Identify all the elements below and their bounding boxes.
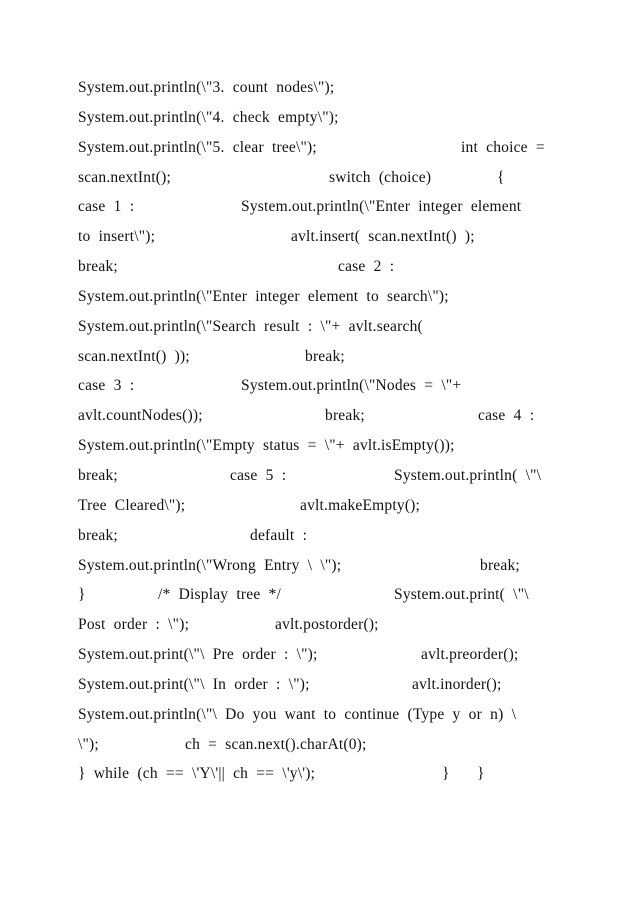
code-text: case 2 : (338, 258, 395, 276)
code-text: break; (78, 466, 118, 484)
code-text: System.out.print(\"\ In order : \"); (78, 675, 310, 693)
code-text: System.out.println(\"Enter integer element to search\"); (78, 287, 449, 305)
code-line (78, 222, 560, 252)
code-line (78, 730, 560, 760)
code-line (78, 521, 560, 551)
code-text: case 4 : (478, 407, 535, 425)
code-line (78, 401, 560, 431)
code-text: case 1 : (78, 198, 135, 216)
code-line (78, 700, 560, 730)
code-text: Post order : \"); (78, 616, 190, 634)
code-line (78, 312, 560, 342)
code-text: case 3 : (78, 377, 135, 395)
code-line (78, 491, 560, 521)
code-text: avlt.inorder(); (412, 675, 502, 693)
code-text: avlt.preorder(); (421, 646, 519, 664)
code-text: avlt.postorder(); (275, 616, 379, 634)
code-text: System.out.println(\"3. count nodes\"); (78, 79, 335, 96)
code-text: } (78, 586, 86, 604)
code-text: case 5 : (230, 466, 287, 484)
code-text: System.out.println(\"Empty status = \"+ avlt.isEmpty()); (78, 437, 455, 455)
code-line (78, 163, 560, 193)
code-text: int choice = (461, 138, 545, 156)
code-text: /* Display tree */ (158, 586, 282, 604)
code-line (78, 461, 560, 491)
code-text: break; (78, 258, 118, 276)
code-text: break; (480, 556, 520, 574)
code-text: System.out.println(\"4. check empty\"); (78, 108, 339, 126)
code-text: System.out.println( \"\ (394, 466, 542, 484)
code-line (78, 431, 560, 461)
code-text: to insert\"); (78, 228, 156, 246)
code-text: ch = scan.next().charAt(0); (185, 735, 367, 753)
code-line (78, 640, 560, 670)
code-text: } (477, 765, 485, 783)
code-text: System.out.print(\"\ Pre order : \"); (78, 646, 318, 664)
code-line (78, 610, 560, 640)
code-line (78, 551, 560, 581)
code-text: } (442, 765, 450, 783)
code-line (78, 73, 560, 103)
code-text: break; (305, 347, 345, 365)
code-text: \"); (78, 735, 99, 753)
code-text: avlt.countNodes()); (78, 407, 203, 425)
code-line (78, 342, 560, 372)
code-line (78, 580, 560, 610)
code-text: System.out.println(\"Search result : \"+ avlt.search( (78, 317, 423, 335)
code-text: System.out.println(\"Nodes = \"+ (241, 377, 462, 395)
code-text: break; (325, 407, 365, 425)
code-text: System.out.println(\"\ Do you want to continue (Type y or n) \ (78, 705, 517, 723)
code-text: break; (78, 526, 118, 544)
code-line (78, 282, 560, 312)
code-listing (78, 73, 560, 789)
code-text: avlt.insert( scan.nextInt() ); (291, 228, 475, 246)
code-line (78, 252, 560, 282)
code-text: System.out.println(\"Enter integer element (241, 198, 522, 216)
code-line (78, 670, 560, 700)
code-text: { (497, 168, 505, 186)
code-line (78, 103, 560, 133)
code-text: System.out.print( \"\ (394, 586, 529, 604)
code-text: switch (choice) (329, 168, 432, 186)
code-line (78, 192, 560, 222)
code-line (78, 759, 560, 789)
code-text: System.out.println(\"5. clear tree\"); (78, 138, 317, 156)
code-text: default : (250, 526, 308, 544)
code-text: } while (ch == \'Y\'|| ch == \'y\'); (78, 765, 316, 783)
code-line (78, 371, 560, 401)
code-text: avlt.makeEmpty(); (300, 496, 421, 514)
code-text: Tree Cleared\"); (78, 496, 186, 514)
code-text: System.out.println(\"Wrong Entry \ \"); (78, 556, 342, 574)
code-line (78, 133, 560, 163)
code-text: scan.nextInt() )); (78, 347, 190, 365)
code-text: scan.nextInt(); (78, 168, 171, 186)
